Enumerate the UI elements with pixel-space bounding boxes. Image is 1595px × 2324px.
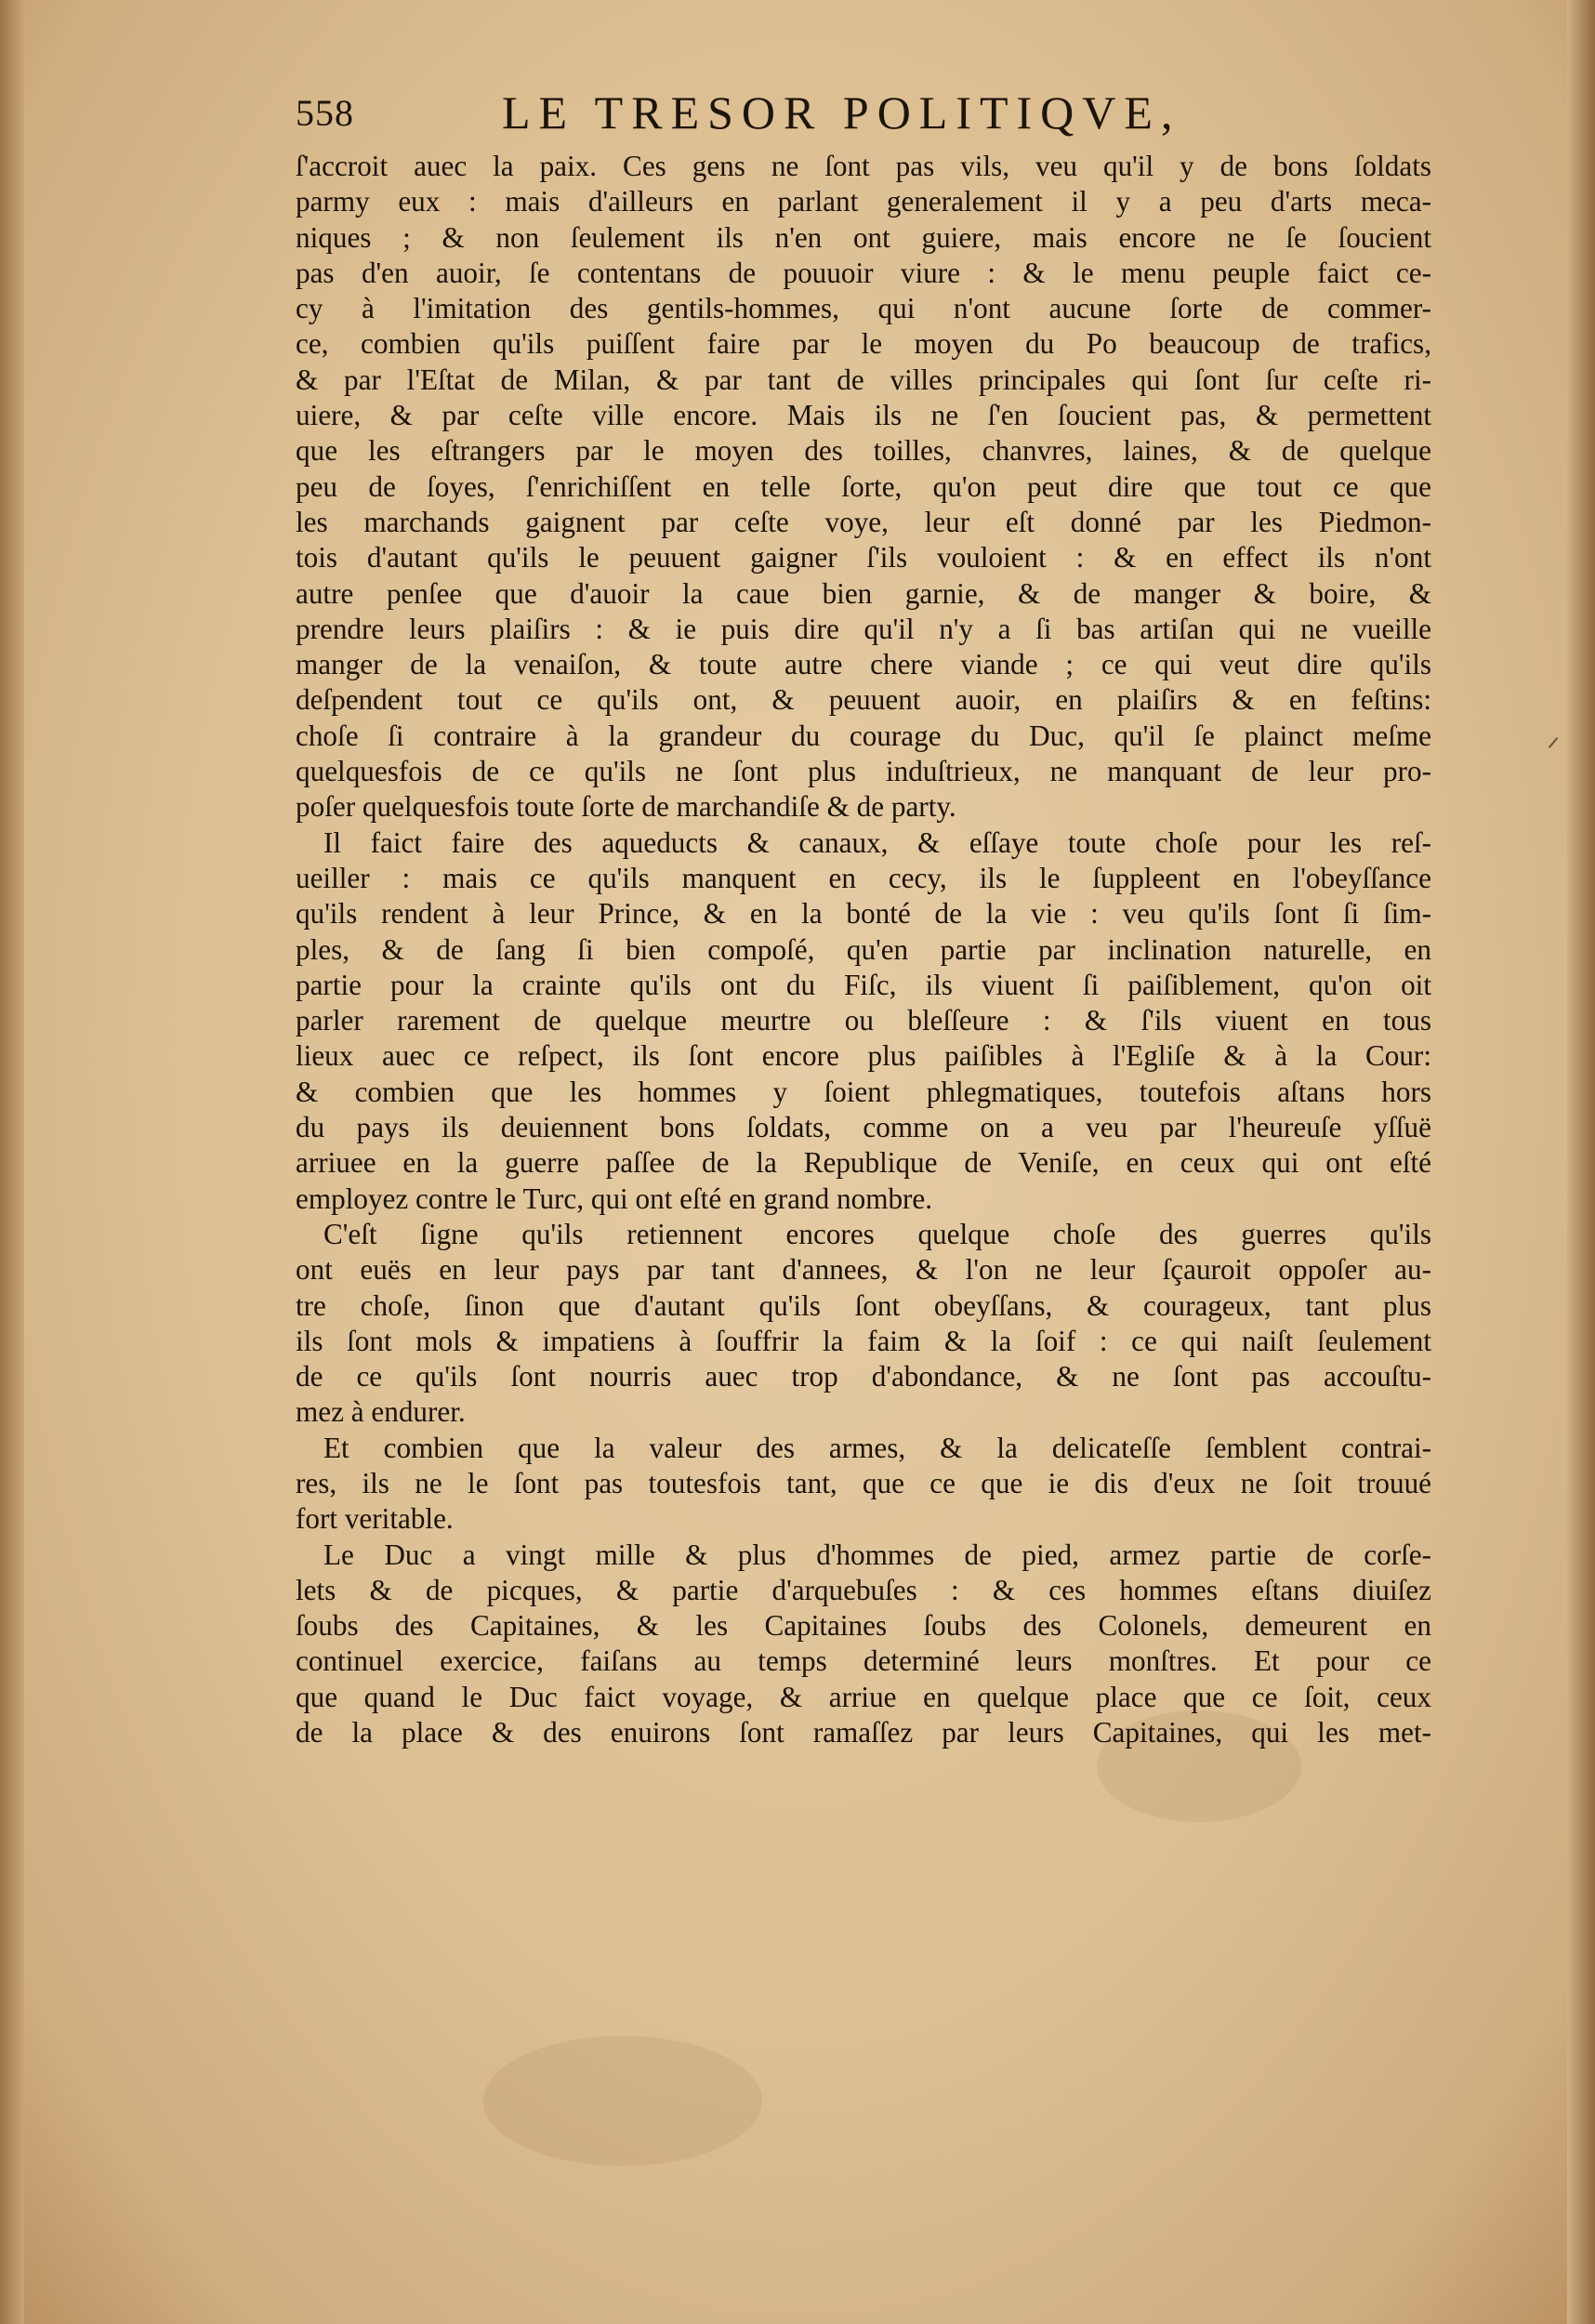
text-line: quelquesfois de ce qu'ils ne ſont plus induſtrieux, ne manquant de leur pro- <box>296 755 1431 788</box>
text-line: pas d'en auoir, ſe contentans de pouuoir viure : & le menu peuple faict ce- <box>296 256 1431 289</box>
margin-pencil-mark <box>1549 737 1559 748</box>
text-line: deſpendent tout ce qu'ils ont, & peuuent auoir, en plaiſirs & en feſtins: <box>296 683 1431 717</box>
text-line: autre penſee que d'auoir la caue bien garnie, & de manger & boire, & <box>296 576 1431 610</box>
text-line: Il faict faire des aqueducts & canaux, & eſſaye toute choſe pour les reſ- <box>323 825 1431 859</box>
text-line: peu de ſoyes, ſ'enrichiſſent en telle ſorte, qu'on peut dire que tout ce que <box>296 469 1431 503</box>
text-line: choſe ſi contraire à la grandeur du courage du Duc, qu'il ſe plainct meſme <box>296 719 1431 752</box>
text-line: res, ils ne le ſont pas toutesfois tant, que ce que ie dis d'eux ne ſoit trouué <box>296 1466 1431 1499</box>
running-title: LE TRESOR POLITIQVE, <box>502 86 1181 139</box>
text-line: de la place & des enuirons ſont ramaſſez par leurs Capitaines, qui les met- <box>296 1716 1431 1750</box>
body-text <box>296 149 1431 1750</box>
text-line: de ce qu'ils ſont nourris auec trop d'abondance, & ne ſont pas accouſtu- <box>296 1360 1431 1393</box>
text-line: parmy eux : mais d'ailleurs en parlant generalement il y a peu d'arts meca- <box>296 185 1431 218</box>
text-line: lets & de picques, & partie d'arquebuſes : & ces hommes eſtans diuiſez <box>296 1573 1431 1606</box>
text-line: qu'ils rendent à leur Prince, & en la bonté de la vie : veu qu'ils ſont ſi ſim- <box>296 897 1431 931</box>
text-line: & combien que les hommes y ſoient phlegmatiques, toutefois aſtans hors <box>296 1075 1431 1108</box>
text-line: ce, combien qu'ils puiſſent faire par le moyen du Po beaucoup de trafics, <box>296 327 1431 361</box>
text-line: employez contre le Turc, qui ont eſté en grand nombre. <box>296 1182 933 1215</box>
text-line: partie pour la crainte qu'ils ont du Fiſc, ils viuent ſi paiſiblement, qu'on oit <box>296 968 1431 1001</box>
text-line: du pays ils deuiennent bons ſoldats, comme on a veu par l'heureuſe yſſuë <box>296 1111 1431 1144</box>
text-line: cy à l'imitation des gentils-hommes, qui n'ont aucune ſorte de commer- <box>296 292 1431 325</box>
text-line: lieux auec ce reſpect, ils ſont encore plus paiſibles à l'Egliſe & à la Cour: <box>296 1039 1431 1073</box>
paragraph-5 <box>296 1538 1431 1751</box>
text-line: C'eſt ſigne qu'ils retiennent encores quelque choſe des guerres qu'ils <box>323 1217 1431 1250</box>
page-number: 558 <box>296 92 354 134</box>
text-line: Et combien que la valeur des armes, & la delicateſſe ſemblent contrai- <box>323 1431 1431 1464</box>
text-line: ſ'accroit auec la paix. Ces gens ne ſont pas vils, veu qu'il y de bons ſoldats <box>296 150 1431 182</box>
page-right-edge <box>1567 0 1595 2324</box>
text-line: tre choſe, ſinon que d'autant qu'ils ſont obeyſſans, & courageux, tant plus <box>296 1288 1431 1322</box>
text-line: que les eſtrangers par le moyen des toilles, chanvres, laines, & de quelque <box>296 434 1431 468</box>
paper-stain <box>483 2036 762 2166</box>
paragraph-1 <box>296 149 1431 825</box>
text-line: fort veritable. <box>296 1502 454 1536</box>
paragraph-4 <box>296 1431 1431 1538</box>
text-line: parler rarement de quelque meurtre ou bleſſeure : & ſ'ils viuent en tous <box>296 1004 1431 1037</box>
page-header <box>296 86 1411 151</box>
text-line: arriuee en la guerre paſſee de la Republique de Veniſe, en ceux qui ont eſté <box>296 1146 1431 1180</box>
text-line: ueiller : mais ce qu'ils manquent en cecy, ils le ſuppleent en l'obeyſſance <box>296 861 1431 894</box>
text-line: ples, & de ſang ſi bien compoſé, qu'en partie par inclination naturelle, en <box>296 932 1431 966</box>
text-line: que quand le Duc faict voyage, & arriue en quelque place que ce ſoit, ceux <box>296 1680 1431 1713</box>
text-line: Le Duc a vingt mille & plus d'hommes de pied, armez partie de corſe- <box>323 1538 1431 1571</box>
text-line: manger de la venaiſon, & toute autre chere viande ; ce qui veut dire qu'ils <box>296 648 1431 681</box>
text-line: mez à endurer. <box>296 1395 466 1429</box>
paragraph-2 <box>296 825 1431 1217</box>
text-line: ont euës en leur pays par tant d'annees, & l'on ne leur ſçauroit oppoſer au- <box>296 1253 1431 1287</box>
text-line: ſoubs des Capitaines, & les Capitaines ſoubs des Colonels, demeurent en <box>296 1609 1431 1643</box>
text-line: poſer quelquesfois toute ſorte de marchandiſe & de party. <box>296 790 956 824</box>
text-line: niques ; & non ſeulement ils n'en ont guiere, mais encore ne ſe ſoucient <box>296 220 1431 254</box>
paragraph-3 <box>296 1217 1431 1431</box>
text-line: les marchands gaignent par ceſte voye, leur eſt donné par les Piedmon- <box>296 505 1431 538</box>
text-line: tois d'autant qu'ils le peuuent gaigner ſ'ils vouloient : & en effect ils n'ont <box>296 541 1431 574</box>
page-left-edge <box>0 0 24 2324</box>
text-line: prendre leurs plaiſirs : & ie puis dire qu'il n'y a ſi bas artiſan qui ne vueille <box>296 612 1431 645</box>
text-line: continuel exercice, faiſans au temps determiné leurs monſtres. Et pour ce <box>296 1644 1431 1678</box>
text-line: uiere, & par ceſte ville encore. Mais ils ne ſ'en ſoucient pas, & permettent <box>296 399 1431 432</box>
text-line: & par l'Eſtat de Milan, & par tant de villes principales qui ſont ſur ceſte ri- <box>296 363 1431 396</box>
text-line: ils ſont mols & impatiens à ſouffrir la faim & la ſoif : ce qui naiſt ſeulement <box>296 1324 1431 1357</box>
